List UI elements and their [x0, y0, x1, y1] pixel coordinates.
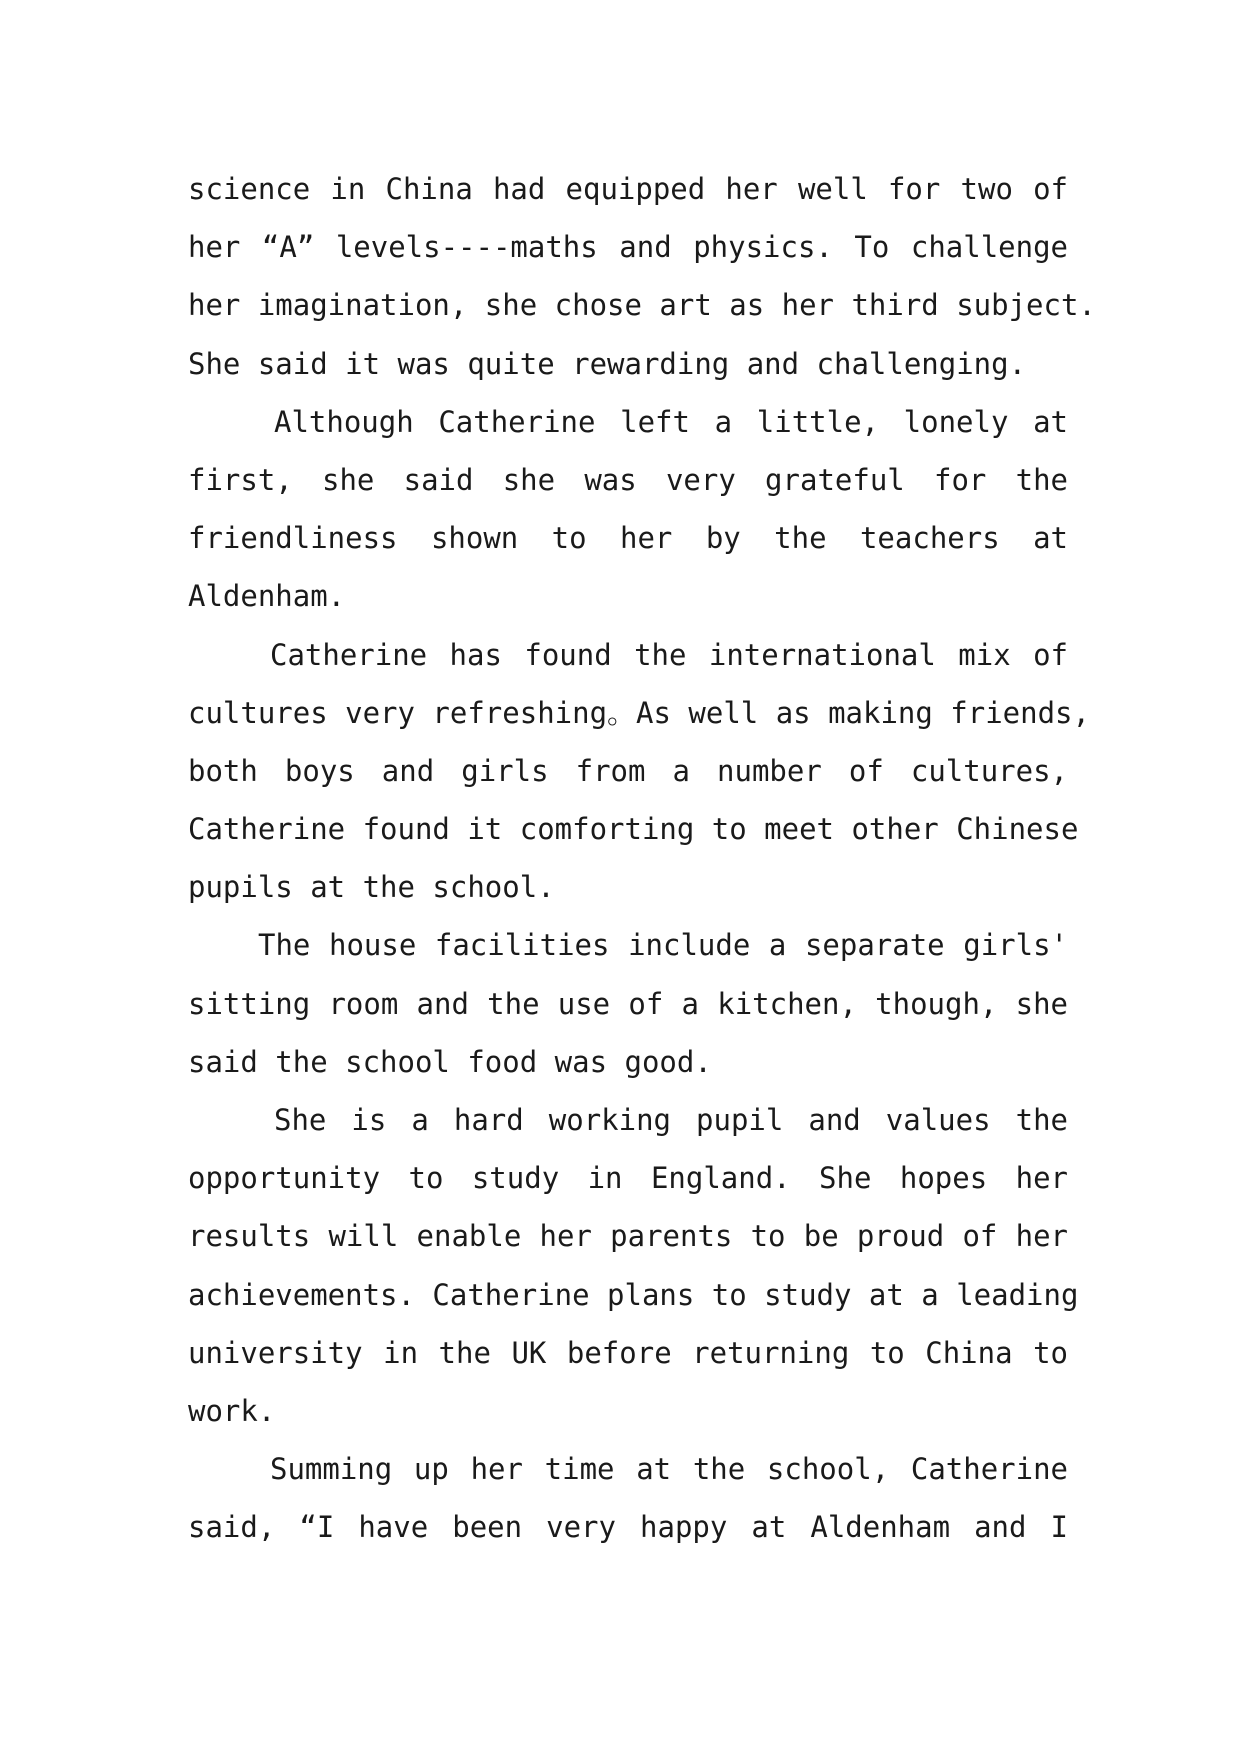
text-line: results will enable her parents to be proud of her: [188, 1219, 1068, 1254]
text-line: achievements. Catherine plans to study at a leading: [188, 1277, 1079, 1312]
text-line: work.: [188, 1393, 276, 1428]
text-line: cultures very refreshing。As well as making friends,: [188, 695, 1090, 730]
text-line: Although Catherine left a little, lonely at: [274, 404, 1068, 439]
text-line: pupils at the school.: [188, 870, 555, 905]
text-line: She is a hard working pupil and values the: [274, 1103, 1068, 1137]
text-line: Catherine found it comforting to meet other Chinese: [188, 812, 1079, 847]
text-line: opportunity to study in England. She hopes her: [188, 1161, 1068, 1196]
text-line: her imagination, she chose art as her third subject.: [188, 288, 1096, 323]
text-line: Summing up her time at the school, Catherine: [270, 1452, 1068, 1487]
body-text: [188, 160, 1096, 1557]
text-line: said the school food was good.: [188, 1044, 712, 1079]
text-line: her “A” levels----maths and physics. To challenge: [188, 230, 1068, 265]
text-line: first, she said she was very grateful for the: [188, 462, 1068, 497]
text-line: both boys and girls from a number of cultures,: [188, 753, 1068, 788]
text-line: university in the UK before returning to China to: [188, 1335, 1068, 1370]
text-line: said, “I have been very happy at Aldenham and I: [188, 1510, 1068, 1545]
text-line: Aldenham.: [188, 579, 346, 614]
text-line: The house facilities include a separate girls': [258, 928, 1068, 963]
text-line: science in China had equipped her well for two of: [188, 172, 1068, 206]
text-line: She said it was quite rewarding and challenging.: [188, 346, 1027, 381]
text-line: sitting room and the use of a kitchen, though, she: [188, 986, 1068, 1021]
text-line: Catherine has found the international mix of: [270, 637, 1068, 672]
text-line: friendliness shown to her by the teachers at: [188, 521, 1068, 556]
